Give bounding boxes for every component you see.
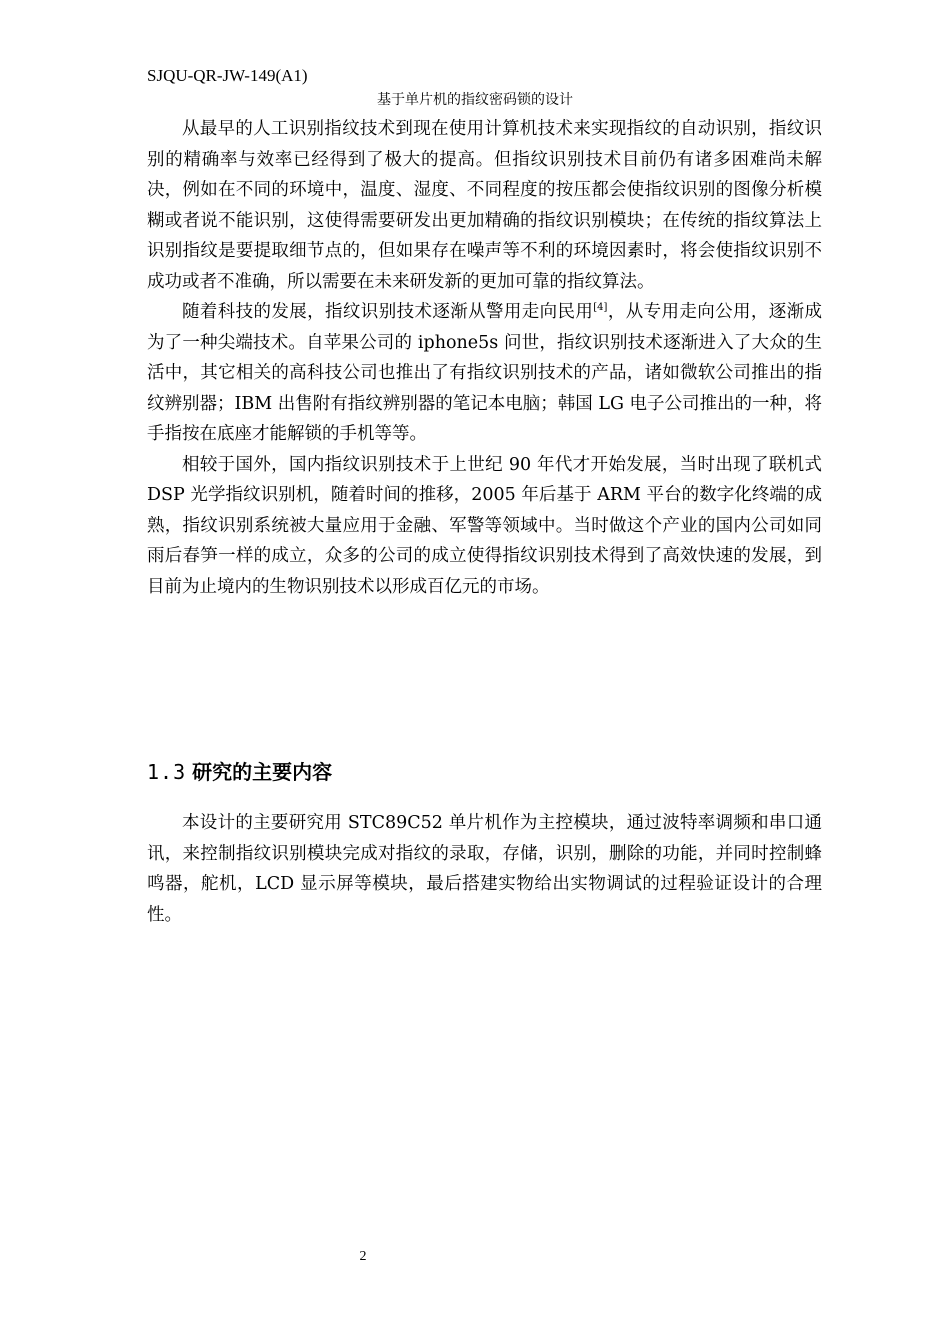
paragraph-domestic-development: 相较于国外，国内指纹识别技术于上世纪 90 年代才开始发展，当时出现了联机式 DSP 光学指纹识别机，随着时间的推移，2005 年后基于 ARM 平台的数字化终端的成熟，指纹识别系统被大量应用于金融、军警等领域中。当时做这个产业的国内公司如同雨后春笋一样的成立，众多的公司的成立使得指纹识别技术得到了高效快速的发展，到目前为止境内的生物识别技术以形成百亿元的市场。 <box>147 454 822 597</box>
body-text <box>147 114 822 602</box>
section-title: 研究的主要内容 <box>192 760 333 784</box>
paragraph-fingerprint-civil-use <box>147 297 822 450</box>
section-heading <box>147 755 332 789</box>
running-header-title: 基于单片机的指纹密码锁的设计 <box>377 92 573 108</box>
paragraph-research-content: 本设计的主要研究用 STC89C52 单片机作为主控模块，通过波特率调频和串口通讯，来控制指纹识别模块完成对指纹的录取，存储，识别，删除的功能，并同时控制蜂鸣器，舵机，LCD 显示屏等模块，最后搭建实物给出实物调试的过程验证设计的合理性。 <box>147 813 822 925</box>
paragraph-text-before-citation: 随着科技的发展，指纹识别技术逐渐从警用走向民用 <box>182 302 594 322</box>
citation-reference: [4] <box>593 302 608 314</box>
paragraph-text-after-citation: ，从专用走向公用，逐渐成为了一种尖端技术。自苹果公司的 iphone5s 问世，指纹识别技术逐渐进入了大众的生活中，其它相关的高科技公司也推出了有指纹识别技术的产品，诸如微软公司推出的指纹辨别器；IBM 出售附有指纹辨别器的笔记本电脑；韩国 LG 电子公司推出的一种，将手指按在底座才能解锁的手机等等。 <box>147 302 823 444</box>
section-body <box>147 808 822 930</box>
document-code: SJQU-QR-JW-149(A1) <box>147 66 308 85</box>
paragraph-fingerprint-history: 从最早的人工识别指纹技术到现在使用计算机技术来实现指纹的自动识别，指纹识别的精确率与效率已经得到了极大的提高。但指纹识别技术目前仍有诸多困难尚未解决，例如在不同的环境中，温度、湿度、不同程度的按压都会使指纹识别的图像分析模糊或者说不能识别，这使得需要研发出更加精确的指纹识别模块；在传统的指纹算法上识别指纹是要提取细节点的，但如果存在噪声等不利的环境因素时，将会使指纹识别不成功或者不准确，所以需要在未来研发新的更加可靠的指纹算法。 <box>147 119 822 292</box>
section-number: 1.3 <box>147 760 187 784</box>
page-number: 2 <box>359 1249 367 1264</box>
